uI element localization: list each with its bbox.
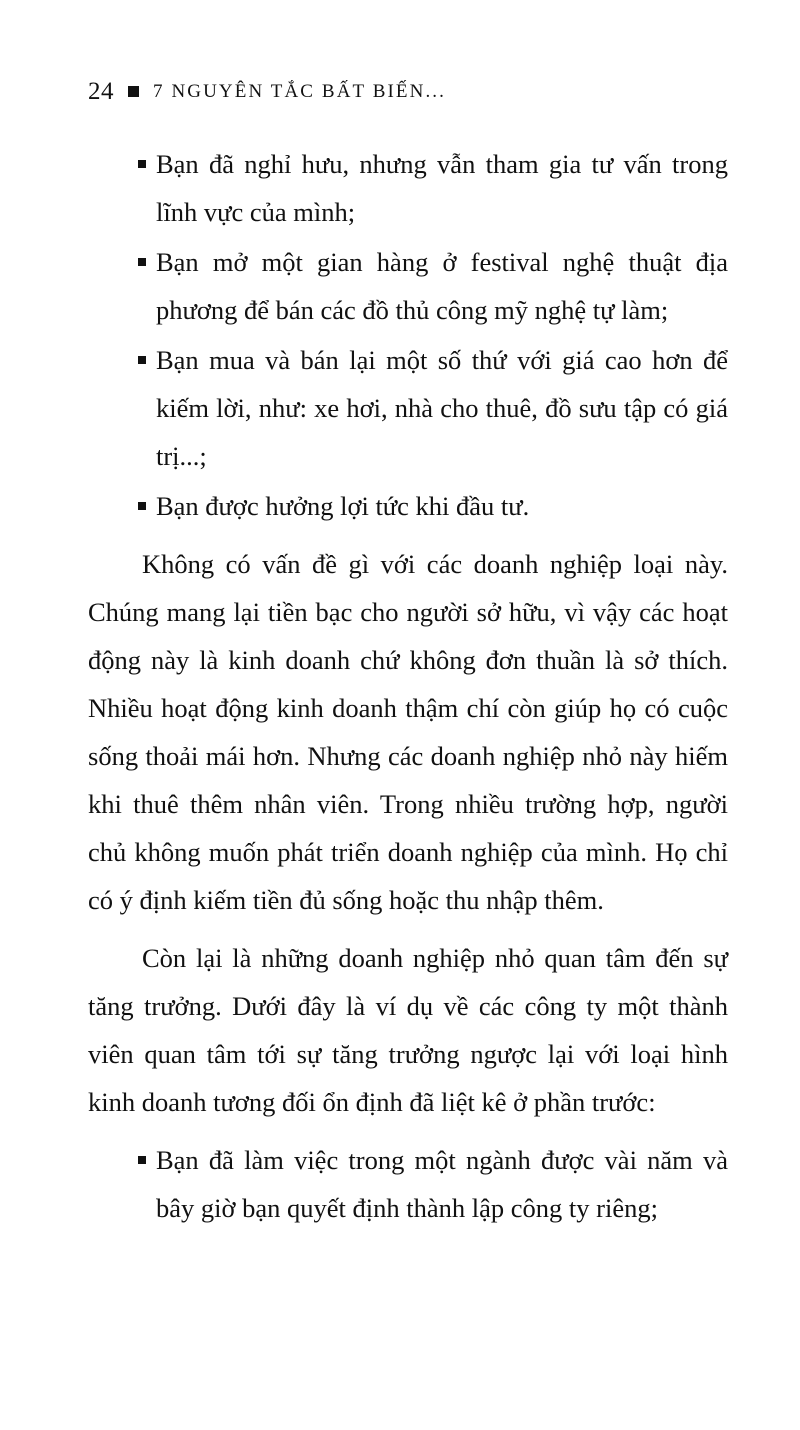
square-bullet-icon [138,160,146,168]
square-bullet-icon [138,502,146,510]
square-bullet-icon [138,1156,146,1164]
running-head-title: 7 NGUYÊN TẮC BẤT BIẾN... [153,81,447,102]
list-item [88,140,728,236]
square-bullet-icon [138,258,146,266]
list-item [88,238,728,334]
page-number: 24 [88,78,114,105]
list-item-text: Bạn mở một gian hàng ở festival nghệ thuật địa phương để bán các đồ thủ công mỹ nghệ tự làm; [156,247,728,325]
square-bullet-icon [128,86,139,97]
list-item [88,1136,728,1232]
list-item-text: Bạn đã làm việc trong một ngành được vài năm và bây giờ bạn quyết định thành lập công ty riêng; [156,1145,728,1223]
running-head [88,78,446,106]
list-item-text: Bạn đã nghỉ hưu, nhưng vẫn tham gia tư vấn trong lĩnh vực của mình; [156,149,728,227]
bullet-list-one [88,140,728,530]
list-item [88,336,728,480]
paragraph-two: Còn lại là những doanh nghiệp nhỏ quan tâm đến sự tăng trưởng. Dưới đây là ví dụ về các công ty một thành viên quan tâm tới sự tăng trưởng ngược lại với loại hình kinh doanh tương đối ổn định đã liệt kê ở phần trước: [88,943,728,1117]
square-bullet-icon [138,356,146,364]
list-item-text: Bạn mua và bán lại một số thứ với giá cao hơn để kiếm lời, như: xe hơi, nhà cho thuê, đồ sưu tập có giá trị...; [156,345,728,471]
paragraph-one: Không có vấn đề gì với các doanh nghiệp loại này. Chúng mang lại tiền bạc cho người sở hữu, vì vậy các hoạt động này là kinh doanh chứ không đơn thuần là sở thích. Nhiều hoạt động kinh doanh thậm chí còn giúp họ có cuộc sống thoải mái hơn. Nhưng các doanh nghiệp nhỏ này hiếm khi thuê thêm nhân viên. Trong nhiều trường hợp, người chủ không muốn phát triển doanh nghiệp của mình. Họ chỉ có ý định kiếm tiền đủ sống hoặc thu nhập thêm. [88,549,728,915]
page-content [88,140,728,1234]
list-item [88,482,728,530]
bullet-list-two [88,1136,728,1232]
list-item-text: Bạn được hưởng lợi tức khi đầu tư. [156,491,530,521]
